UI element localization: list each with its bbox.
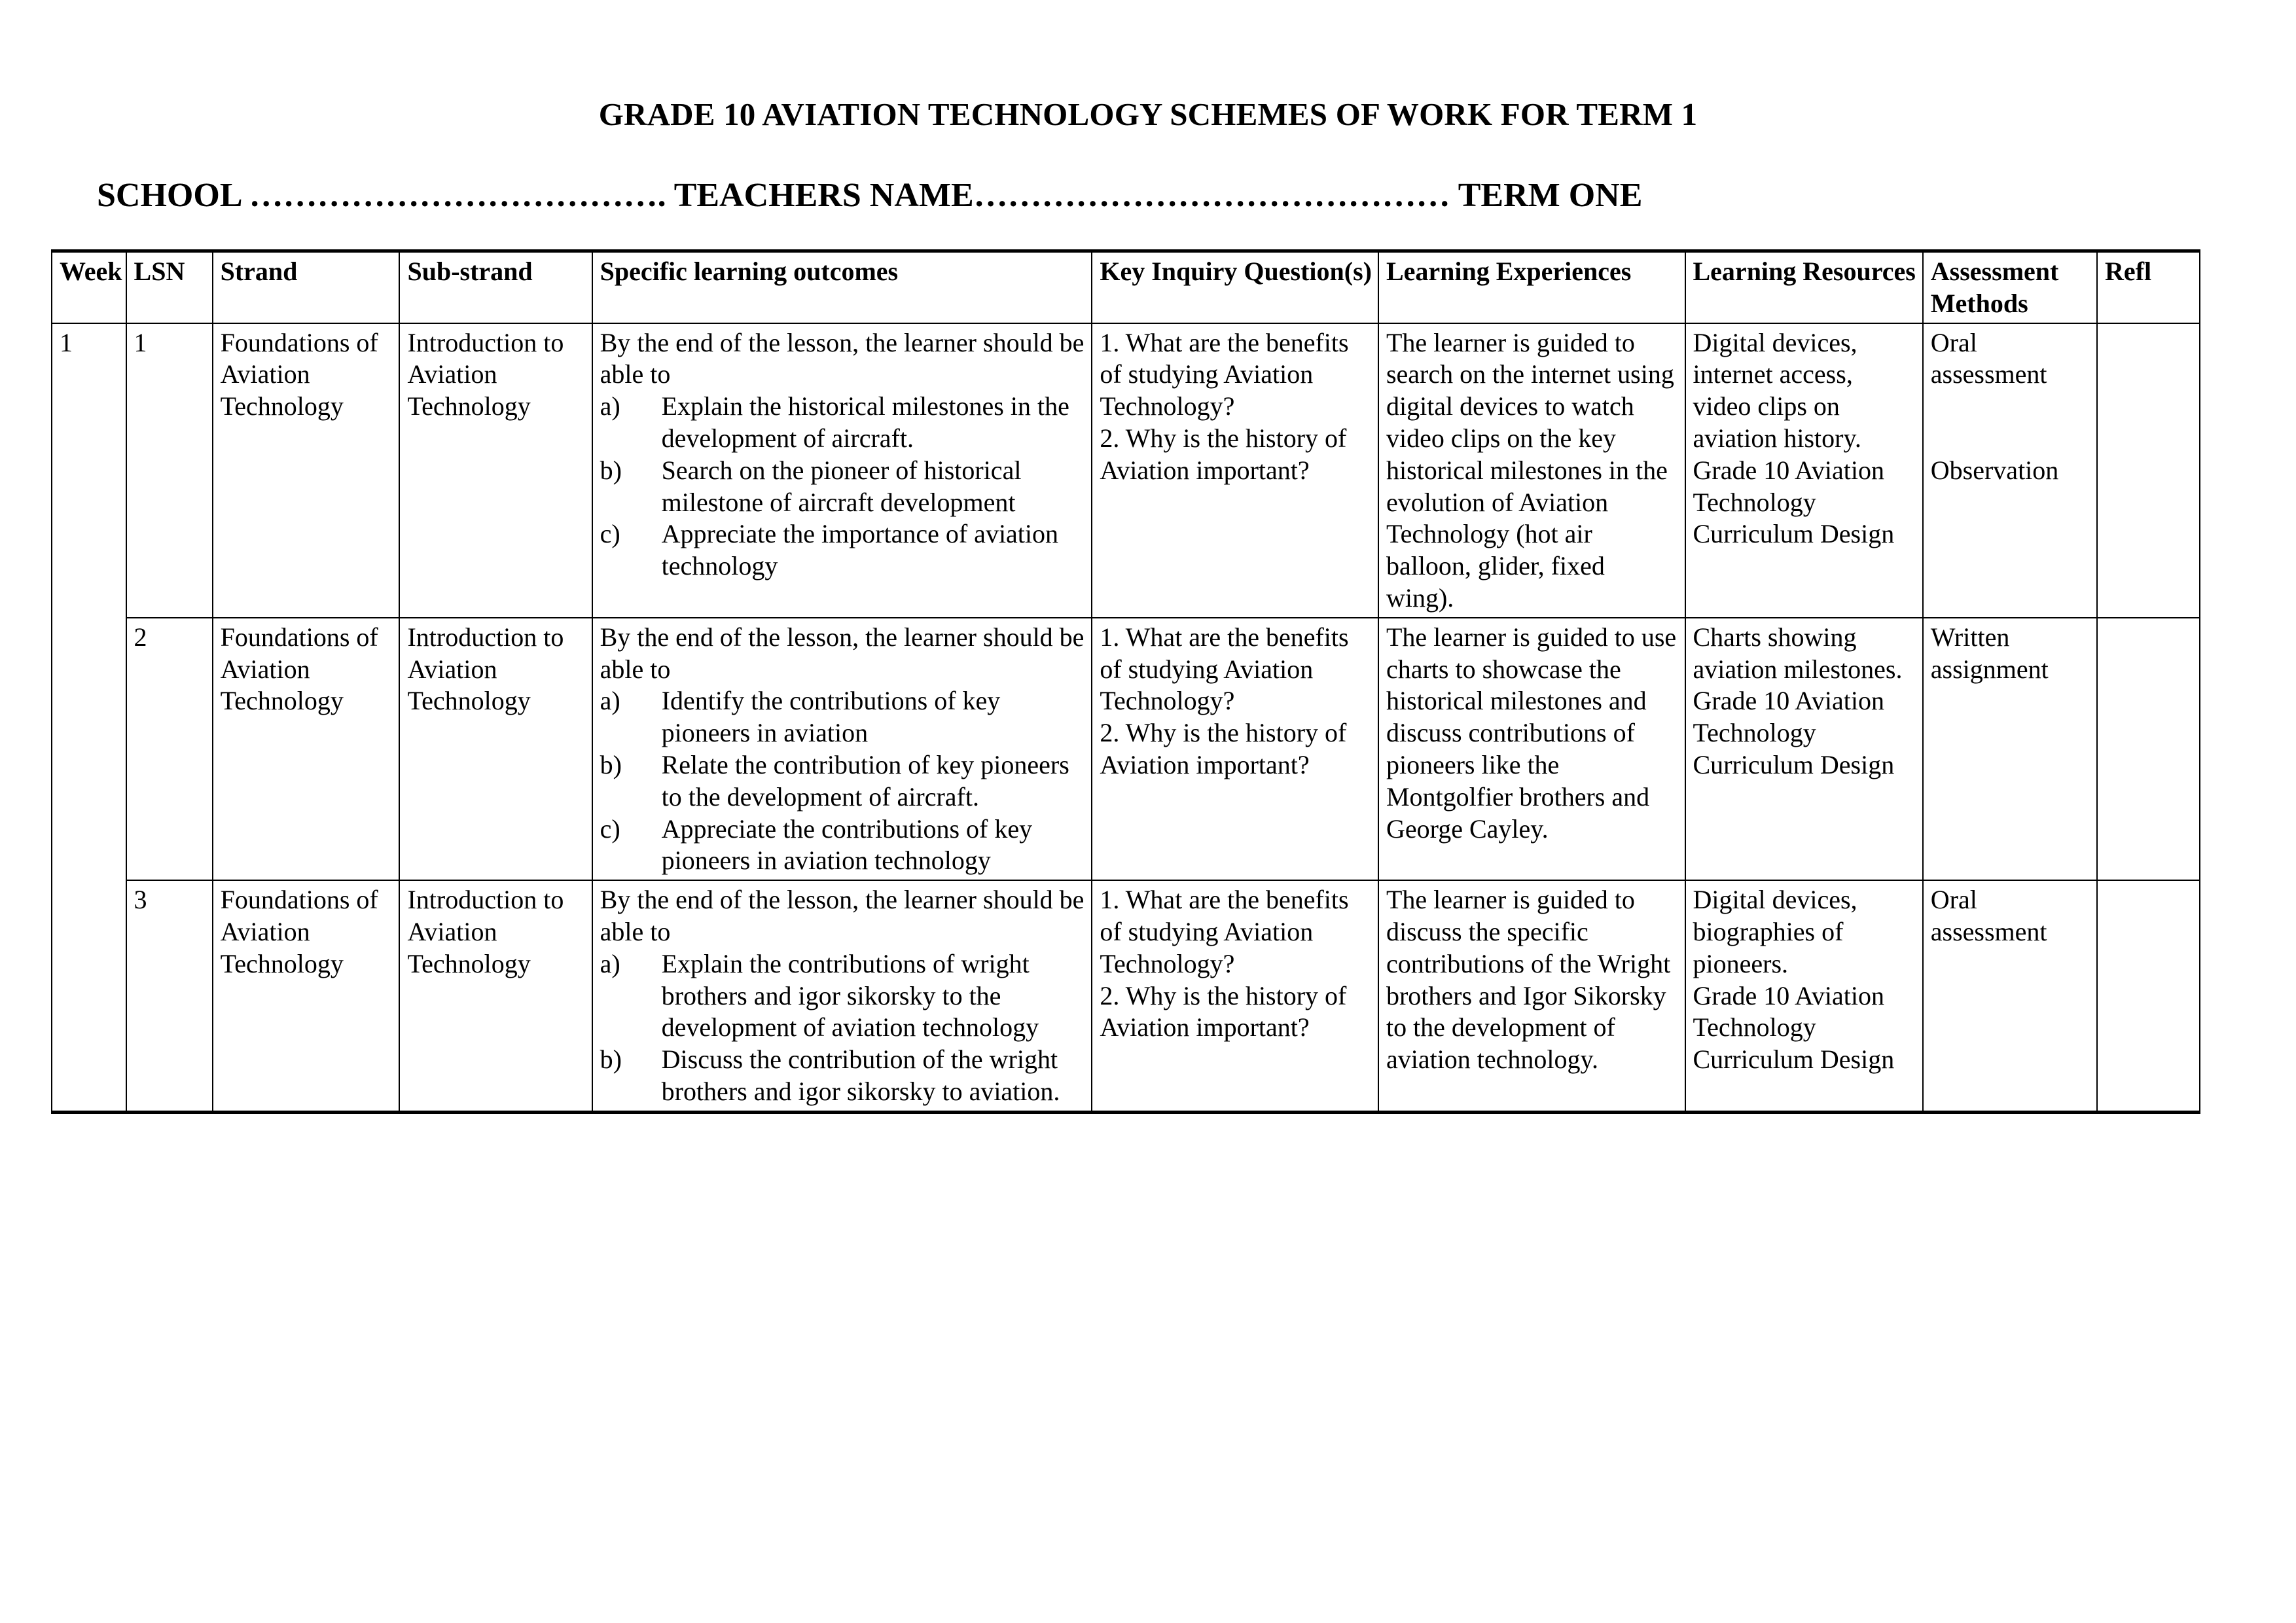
slo-list-item xyxy=(600,749,1086,813)
cell-strand: Foundations of Aviation Technology xyxy=(213,880,400,1112)
cell-refl xyxy=(2097,618,2200,880)
slo-item-text: Identify the contributions of key pioneers in aviation xyxy=(661,686,1001,748)
cell-key-inquiry-questions xyxy=(1092,880,1378,1112)
table-header xyxy=(52,251,2200,323)
cell-key-inquiry-questions xyxy=(1092,618,1378,880)
learning-resource-item: Charts showing aviation milestones. xyxy=(1693,622,1903,684)
slo-list xyxy=(600,391,1086,582)
cell-learning-experiences: The learner is guided to search on the internet using digital devices to watch video clips on the key historical milestones in the evolution of Aviation Technology (hot air balloon, glider, fixed wing). xyxy=(1378,323,1685,618)
cell-learning-resources xyxy=(1685,618,1923,880)
assessment-spacer xyxy=(1931,391,2090,455)
schemes-of-work-table xyxy=(51,249,2200,1114)
slo-list-item xyxy=(600,391,1086,455)
column-header-week: Week xyxy=(52,251,126,323)
cell-sub-strand: Introduction to Aviation Technology xyxy=(399,618,592,880)
column-header-refl: Refl xyxy=(2097,251,2200,323)
cell-week xyxy=(52,880,126,1112)
slo-item-marker: b) xyxy=(600,750,622,780)
cell-sub-strand: Introduction to Aviation Technology xyxy=(399,880,592,1112)
column-header-lsn: LSN xyxy=(126,251,213,323)
cell-assessment-methods xyxy=(1923,323,2097,618)
slo-stem: By the end of the lesson, the learner should be able to xyxy=(600,885,1085,947)
slo-item-marker: a) xyxy=(600,391,620,421)
cell-learning-experiences: The learner is guided to use charts to showcase the historical milestones and discuss contributions of pioneers like the Montgolfier brothers and George Cayley. xyxy=(1378,618,1685,880)
cell-lsn: 2 xyxy=(126,618,213,880)
slo-stem: By the end of the lesson, the learner should be able to xyxy=(600,327,1085,389)
cell-strand: Foundations of Aviation Technology xyxy=(213,618,400,880)
cell-learning-experiences: The learner is guided to discuss the specific contributions of the Wright brothers and Igor Sikorsky to the development of aviation technology. xyxy=(1378,880,1685,1112)
learning-resource-item: Digital devices, biographies of pioneers. xyxy=(1693,885,1857,978)
slo-list-item xyxy=(600,455,1086,519)
key-inquiry-question: 1. What are the benefits of studying Aviation Technology? xyxy=(1100,622,1349,716)
slo-item-text: Appreciate the contributions of key pioneers in aviation technology xyxy=(661,813,1033,876)
column-header-specific-learning-outcomes: Specific learning outcomes xyxy=(592,251,1092,323)
cell-strand: Foundations of Aviation Technology xyxy=(213,323,400,618)
slo-stem: By the end of the lesson, the learner should be able to xyxy=(600,622,1085,684)
cell-week xyxy=(52,618,126,880)
slo-item-text: Explain the contributions of wright brothers and igor sikorsky to the development of aviation technology xyxy=(661,948,1039,1043)
table-row xyxy=(52,618,2200,880)
column-header-learning-resources: Learning Resources xyxy=(1685,251,1923,323)
learning-resource-item: Grade 10 Aviation Technology Curriculum Design xyxy=(1693,455,1895,549)
cell-key-inquiry-questions xyxy=(1092,323,1378,618)
slo-list xyxy=(600,685,1086,877)
column-header-learning-experiences: Learning Experiences xyxy=(1378,251,1685,323)
slo-item-marker: c) xyxy=(600,519,620,549)
learning-resource-item: Grade 10 Aviation Technology Curriculum Design xyxy=(1693,686,1895,780)
cell-specific-learning-outcomes xyxy=(592,323,1092,618)
column-header-strand: Strand xyxy=(213,251,400,323)
page-title: GRADE 10 AVIATION TECHNOLOGY SCHEMES OF WORK FOR TERM 1 xyxy=(598,96,1698,132)
assessment-method-item: Oral assessment xyxy=(1930,885,2047,947)
column-header-assessment-methods: Assessment Methods xyxy=(1923,251,2097,323)
cell-learning-resources xyxy=(1685,323,1923,618)
slo-item-text: Search on the pioneer of historical milestone of aircraft development xyxy=(661,455,1022,517)
key-inquiry-question: 1. What are the benefits of studying Aviation Technology? xyxy=(1100,885,1349,978)
cell-assessment-methods xyxy=(1923,618,2097,880)
table-body xyxy=(52,323,2200,1113)
schemes-table-wrapper xyxy=(0,249,2296,1114)
learning-resource-item: Grade 10 Aviation Technology Curriculum Design xyxy=(1693,980,1895,1075)
slo-list xyxy=(600,948,1086,1108)
cell-lsn: 1 xyxy=(126,323,213,618)
cell-specific-learning-outcomes xyxy=(592,880,1092,1112)
key-inquiry-question: 1. What are the benefits of studying Aviation Technology? xyxy=(1100,327,1349,421)
assessment-method-item: Written assignment xyxy=(1930,622,2049,684)
key-inquiry-question: 2. Why is the history of Aviation important? xyxy=(1100,980,1347,1043)
slo-item-marker: b) xyxy=(600,1044,622,1075)
table-header-row xyxy=(52,251,2200,323)
cell-assessment-methods xyxy=(1923,880,2097,1112)
slo-list-item xyxy=(600,813,1086,878)
slo-item-text: Appreciate the importance of aviation technology xyxy=(661,519,1059,581)
cell-refl xyxy=(2097,880,2200,1112)
key-inquiry-question: 2. Why is the history of Aviation important? xyxy=(1100,718,1347,780)
slo-item-marker: a) xyxy=(600,948,620,978)
cell-sub-strand: Introduction to Aviation Technology xyxy=(399,323,592,618)
school-teacher-term-line: SCHOOL ………………………………. TEACHERS NAME…………………………………… TERM ONE xyxy=(97,176,1643,214)
table-row xyxy=(52,880,2200,1112)
cell-specific-learning-outcomes xyxy=(592,618,1092,880)
assessment-method-item: Oral assessment xyxy=(1930,327,2047,389)
slo-item-text: Discuss the contribution of the wright brothers and igor sikorsky to aviation. xyxy=(661,1044,1060,1106)
cell-week: 1 xyxy=(52,323,126,618)
column-header-key-inquiry-questions: Key Inquiry Question(s) xyxy=(1092,251,1378,323)
slo-list-item xyxy=(600,685,1086,749)
table-row xyxy=(52,323,2200,618)
assessment-method-item: Observation xyxy=(1930,455,2059,486)
cell-learning-resources xyxy=(1685,880,1923,1112)
cell-refl xyxy=(2097,323,2200,618)
slo-list-item xyxy=(600,948,1086,1044)
slo-item-text: Relate the contribution of key pioneers to the development of aircraft. xyxy=(661,750,1069,812)
slo-list-item xyxy=(600,1044,1086,1108)
slo-item-marker: b) xyxy=(600,455,622,485)
learning-resource-item: Digital devices, internet access, video clips on aviation history. xyxy=(1693,327,1861,454)
slo-list-item xyxy=(600,518,1086,582)
slo-item-marker: c) xyxy=(600,813,620,844)
slo-item-text: Explain the historical milestones in the development of aircraft. xyxy=(661,391,1069,454)
column-header-sub-strand: Sub-strand xyxy=(399,251,592,323)
slo-item-marker: a) xyxy=(600,686,620,716)
cell-lsn: 3 xyxy=(126,880,213,1112)
key-inquiry-question: 2. Why is the history of Aviation important? xyxy=(1100,423,1347,485)
